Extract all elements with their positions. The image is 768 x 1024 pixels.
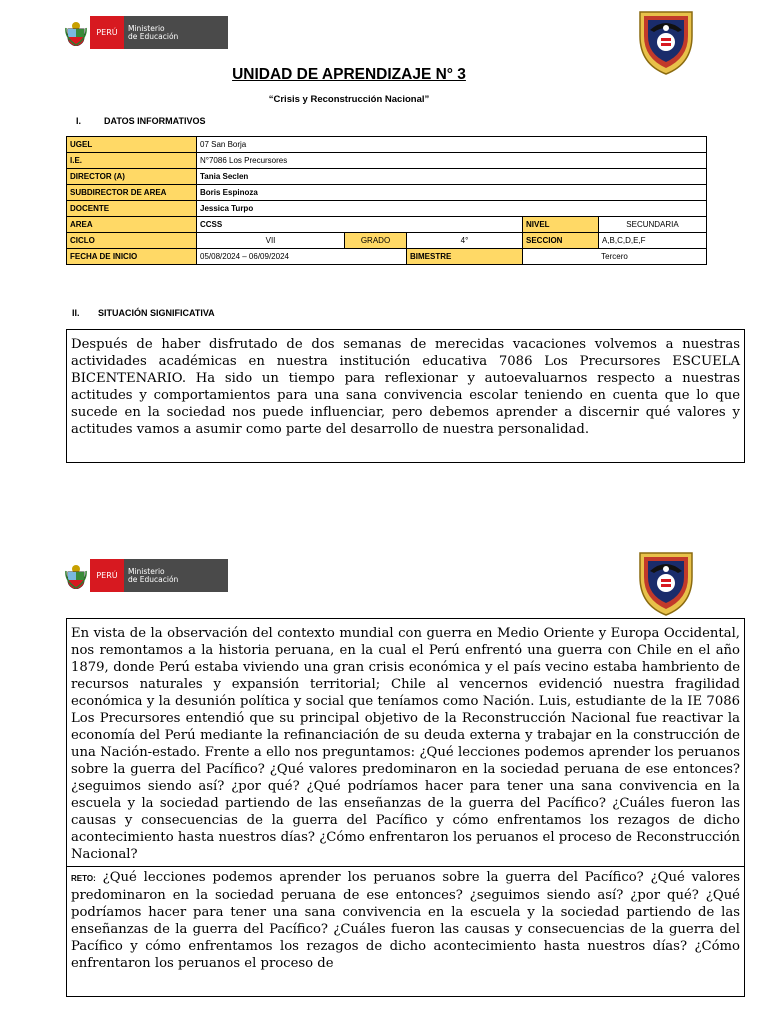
ciclo-label: CICLO [67, 233, 197, 249]
unit-subtitle: “Crisis y Reconstrucción Nacional” [268, 94, 430, 105]
table-row [67, 169, 707, 185]
nivel-value: SECUNDARIA [599, 217, 707, 233]
ugel-label: UGEL [67, 137, 197, 153]
contexto-text: En vista de la observación del contexto mundial con guerra en Medio Oriente y Europa Occidental, nos remontamos a la historia peruana, en la cual el Perú enfrentó una guerra con Chile en el año 1879, donde Perú estaba viviendo una gran crisis económica y el país vecino estaba hambriento de recursos naturales y expansión territorial; Chile al vencernos evidenció nuestra fragilidad económica y la desunión política y social que teníamos como Nación. Luis, estudiante de la IE 7086 Los Precursores entendió que su principal objetivo de la Reconstrucción Nacional fue reactivar la economía del Perú mediante la refinanciación de su deuda externa y trabajar en la construcción de una Nación-estado. Frente a ello nos preguntamos: ¿Qué lecciones podemos aprender los peruanos sobre la guerra del Pacífico? ¿Qué valores predominaron en la sociedad peruana de ese entonces? ¿seguimos siendo así? ¿por qué? ¿Qué podríamos hacer para tener una sana convivencia en la escuela y la sociedad partiendo de las enseñanzas de la guerra del Pacífico? ¿Cuáles fueron las causas y consecuencias de la guerra del Pacífico y cómo enfrentamos los rezagos de dicho acontecimiento hasta nuestros días? ¿Cómo enfrentaron los peruanos el proceso de Reconstrucción Nacional? [66, 618, 745, 867]
unit-title: UNIDAD DE APRENDIZAJE N° 3 [232, 66, 466, 83]
ministry-label: Ministerio de Educación [124, 559, 228, 592]
peru-label: PERÚ [90, 559, 124, 592]
peru-coat-of-arms-icon [62, 559, 90, 592]
minedu-logo-page2 [62, 559, 228, 592]
section-heading-datos: I. DATOS INFORMATIVOS [76, 116, 206, 126]
director-value: Tania Seclen [197, 169, 707, 185]
grado-label: GRADO [345, 233, 407, 249]
ministry-label: Ministerio de Educación [124, 16, 228, 49]
nivel-label: NIVEL [523, 217, 599, 233]
table-row [67, 185, 707, 201]
docente-value: Jessica Turpo [197, 201, 707, 217]
minedu-logo [62, 16, 228, 49]
bimestre-label: BIMESTRE [407, 249, 523, 265]
table-row [67, 137, 707, 153]
subdirector-value: Boris Espinoza [197, 185, 707, 201]
situacion-significativa-text: Después de haber disfrutado de dos semanas de merecidas vacaciones volvemos a nuestras actividades académicas en nuestra institución educativa 7086 Los Precursores ESCUELA BICENTENARIO. Ha sido un tiempo para reflexionar y autoevaluarnos respecto a nuestras actitudes y comportamientos para una sana convivencia escolar teniendo en cuenta que lo que sucede en la sociedad nos puede influenciar, pero debemos aprender a discernir qué valores y actitudes vamos a asumir como parte del desarrollo de nuestra personalidad. [66, 329, 745, 463]
grado-value: 4° [407, 233, 523, 249]
ugel-value: 07 San Borja [197, 137, 707, 153]
fecha-value: 05/08/2024 – 06/09/2024 [197, 249, 407, 265]
ie-value: N°7086 Los Precursores [197, 153, 707, 169]
subdirector-label: SUBDIRECTOR DE AREA [67, 185, 197, 201]
section-heading-situacion: II. SITUACIÓN SIGNIFICATIVA [72, 308, 215, 318]
peru-coat-of-arms-icon [62, 16, 90, 49]
table-row [67, 201, 707, 217]
director-label: DIRECTOR (A) [67, 169, 197, 185]
reto-text: ¿Qué lecciones podemos aprender los peruanos sobre la guerra del Pacífico? ¿Qué valores predominaron en la sociedad peruana de ese entonces? ¿seguimos siendo así? ¿por qué? ¿Qué podríamos hacer para tener una sana convivencia en la escuela y la sociedad partiendo de las enseñanzas de la guerra del Pacífico? ¿Cuáles fueron las causas y consecuencias de la guerra del Pacífico y cómo enfrentamos los rezagos de dicho acontecimiento hasta nuestros días? ¿Cómo enfrentaron los peruanos el proceso de [71, 870, 740, 971]
reto-box [66, 867, 745, 997]
area-label: AREA [67, 217, 197, 233]
seccion-value: A,B,C,D,E,F [599, 233, 707, 249]
table-row [67, 217, 707, 233]
table-row [67, 153, 707, 169]
table-row [67, 249, 707, 265]
peru-label: PERÚ [90, 16, 124, 49]
area-value: CCSS [197, 217, 523, 233]
school-crest-icon [636, 547, 696, 617]
reto-label: RETO: [71, 874, 96, 883]
seccion-label: SECCION [523, 233, 599, 249]
bimestre-value: Tercero [523, 249, 707, 265]
docente-label: DOCENTE [67, 201, 197, 217]
table-row [67, 233, 707, 249]
datos-informativos-table [66, 136, 707, 265]
ciclo-value: VII [197, 233, 345, 249]
ie-label: I.E. [67, 153, 197, 169]
fecha-label: FECHA DE INICIO [67, 249, 197, 265]
